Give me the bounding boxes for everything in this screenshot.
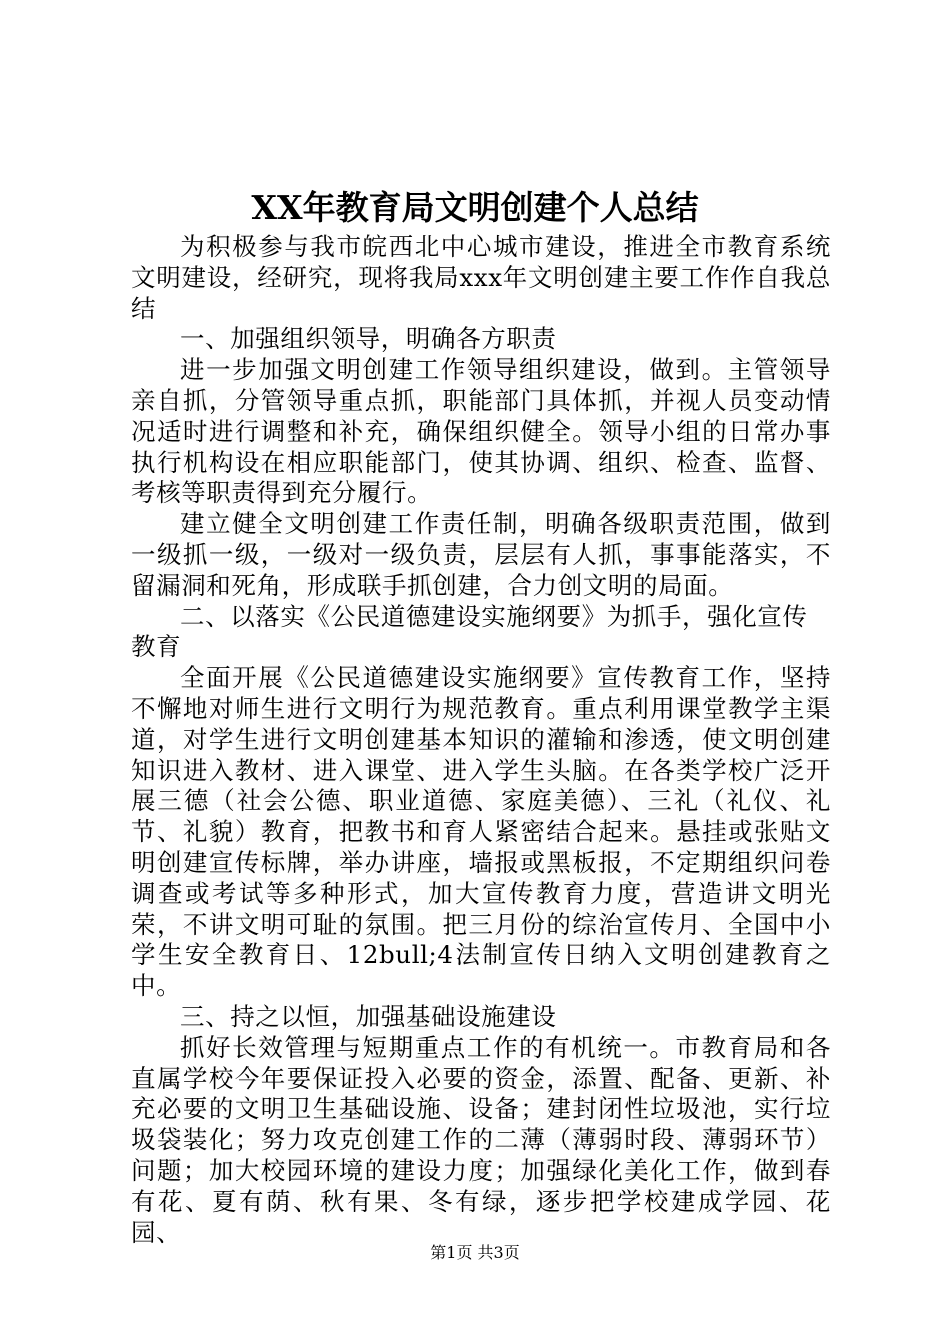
page-footer: 第1页 共3页	[430, 1243, 520, 1262]
paragraph-responsibility: 建立健全文明创建工作责任制，明确各级职责范围，做到一级抓一级，一级对一级负责，层层有人抓，事事能落实，不留漏洞和死角，形成联手抓创建，合力创文明的局面。	[131, 509, 831, 600]
section-heading-2: 二、以落实《公民道德建设实施纲要》为抓手，强化宣传教育	[131, 601, 808, 662]
section-heading-1: 一、加强组织领导，明确各方职责	[180, 324, 557, 354]
document-body	[131, 232, 831, 1248]
paragraph-organization: 进一步加强文明创建工作领导组织建设，做到。主管领导亲自抓，分管领导重点抓，职能部门具体抓，并视人员变动情况适时进行调整和补充，确保组织健全。领导小组的日常办事执行机构设在相应职能部门，使其协调、组织、检查、监督、考核等职责得到充分履行。	[131, 355, 831, 508]
paragraph-infrastructure: 抓好长效管理与短期重点工作的有机统一。市教育局和各直属学校今年要保证投入必要的资金，添置、配备、更新、补充必要的文明卫生基础设施、设备；建封闭性垃圾池，实行垃圾袋装化；努力攻克创建工作的二薄（薄弱时段、薄弱环节）问题；加大校园环境的建设力度；加强绿化美化工作，做到春有花、夏有荫、秋有果、冬有绿，逐步把学校建成学园、花园、	[131, 1032, 831, 1247]
paragraph-education: 全面开展《公民道德建设实施纲要》宣传教育工作，坚持不懈地对师生进行文明行为规范教育。重点利用课堂教学主渠道，对学生进行文明创建基本知识的灌输和渗透，使文明创建知识进入教材、进入课堂、进入学生头脑。在各类学校广泛开展三德（社会公德、职业道德、家庭美德）、三礼（礼仪、礼节、礼貌）教育，把教书和育人紧密结合起来。悬挂或张贴文明创建宣传标牌，举办讲座，墙报或黑板报，不定期组织问卷调查或考试等多种形式，加大宣传教育力度，营造讲文明光荣，不讲文明可耻的氛围。把三月份的综治宣传月、全国中小学生安全教育日、12bull;4法制宣传日纳入文明创建教育之中。	[131, 663, 831, 1001]
paragraph-intro: 为积极参与我市皖西北中心城市建设，推进全市教育系统文明建设，经研究，现将我局xxx年文明创建主要工作作自我总结	[131, 232, 831, 323]
section-heading-3: 三、持之以恒，加强基础设施建设	[180, 1001, 557, 1031]
document-title: XX年教育局文明创建个人总结	[251, 188, 699, 227]
